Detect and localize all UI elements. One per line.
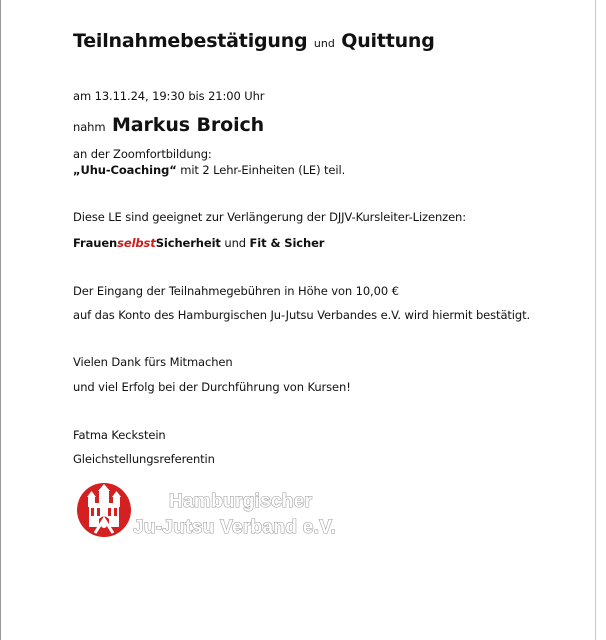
course-intro: an der Zoomfortbildung: [73,147,212,161]
title-part-1: Teilnahmebestätigung [73,30,308,52]
thanks-line-2: und viel Erfolg bei der Durchführung von Kursen! [73,380,351,394]
payment-line-1: Der Eingang der Teilnahmegebühren in Höhe von 10,00 € [73,284,399,298]
program-sicherheit: Sicherheit [155,236,221,250]
program-selbst: selbst [117,236,156,250]
title-connector: und [313,37,335,50]
page-border-left [0,0,1,640]
participant-name: Markus Broich [112,114,265,136]
program-frauen: Frauen [73,236,118,250]
document-title [73,30,435,52]
course-line [73,163,345,177]
logo-text-line-1: Hamburgischer [169,491,313,512]
course-title: „Uhu-Coaching“ [73,163,177,177]
participant-prefix: nahm [73,120,106,134]
course-details: mit 2 Lehr-Einheiten (LE) teil. [180,163,346,177]
date-line: am 13.11.24, 19:30 bis 21:00 Uhr [73,89,265,103]
license-programs [73,236,324,250]
logo-text-line-2: Ju-Jutsu Verband e.V. [133,517,337,538]
programs-connector: und [224,236,246,250]
participant-line [73,114,264,136]
program-fit-sicher: Fit & Sicher [249,236,325,250]
title-part-2: Quittung [341,30,435,52]
payment-line-2: auf das Konto des Hamburgischen Ju-Jutsu Verbandes e.V. wird hiermit bestätigt. [73,308,531,322]
signer-role: Gleichstellungsreferentin [73,452,215,466]
hamburg-crest-icon [77,483,131,537]
page-border-right [595,0,596,640]
thanks-line-1: Vielen Dank fürs Mitmachen [73,355,233,369]
signer-name: Fatma Keckstein [73,428,166,442]
license-text: Diese LE sind geeignet zur Verlängerung der DJJV-Kursleiter-Lizenzen: [73,210,467,224]
association-logo [77,481,367,539]
